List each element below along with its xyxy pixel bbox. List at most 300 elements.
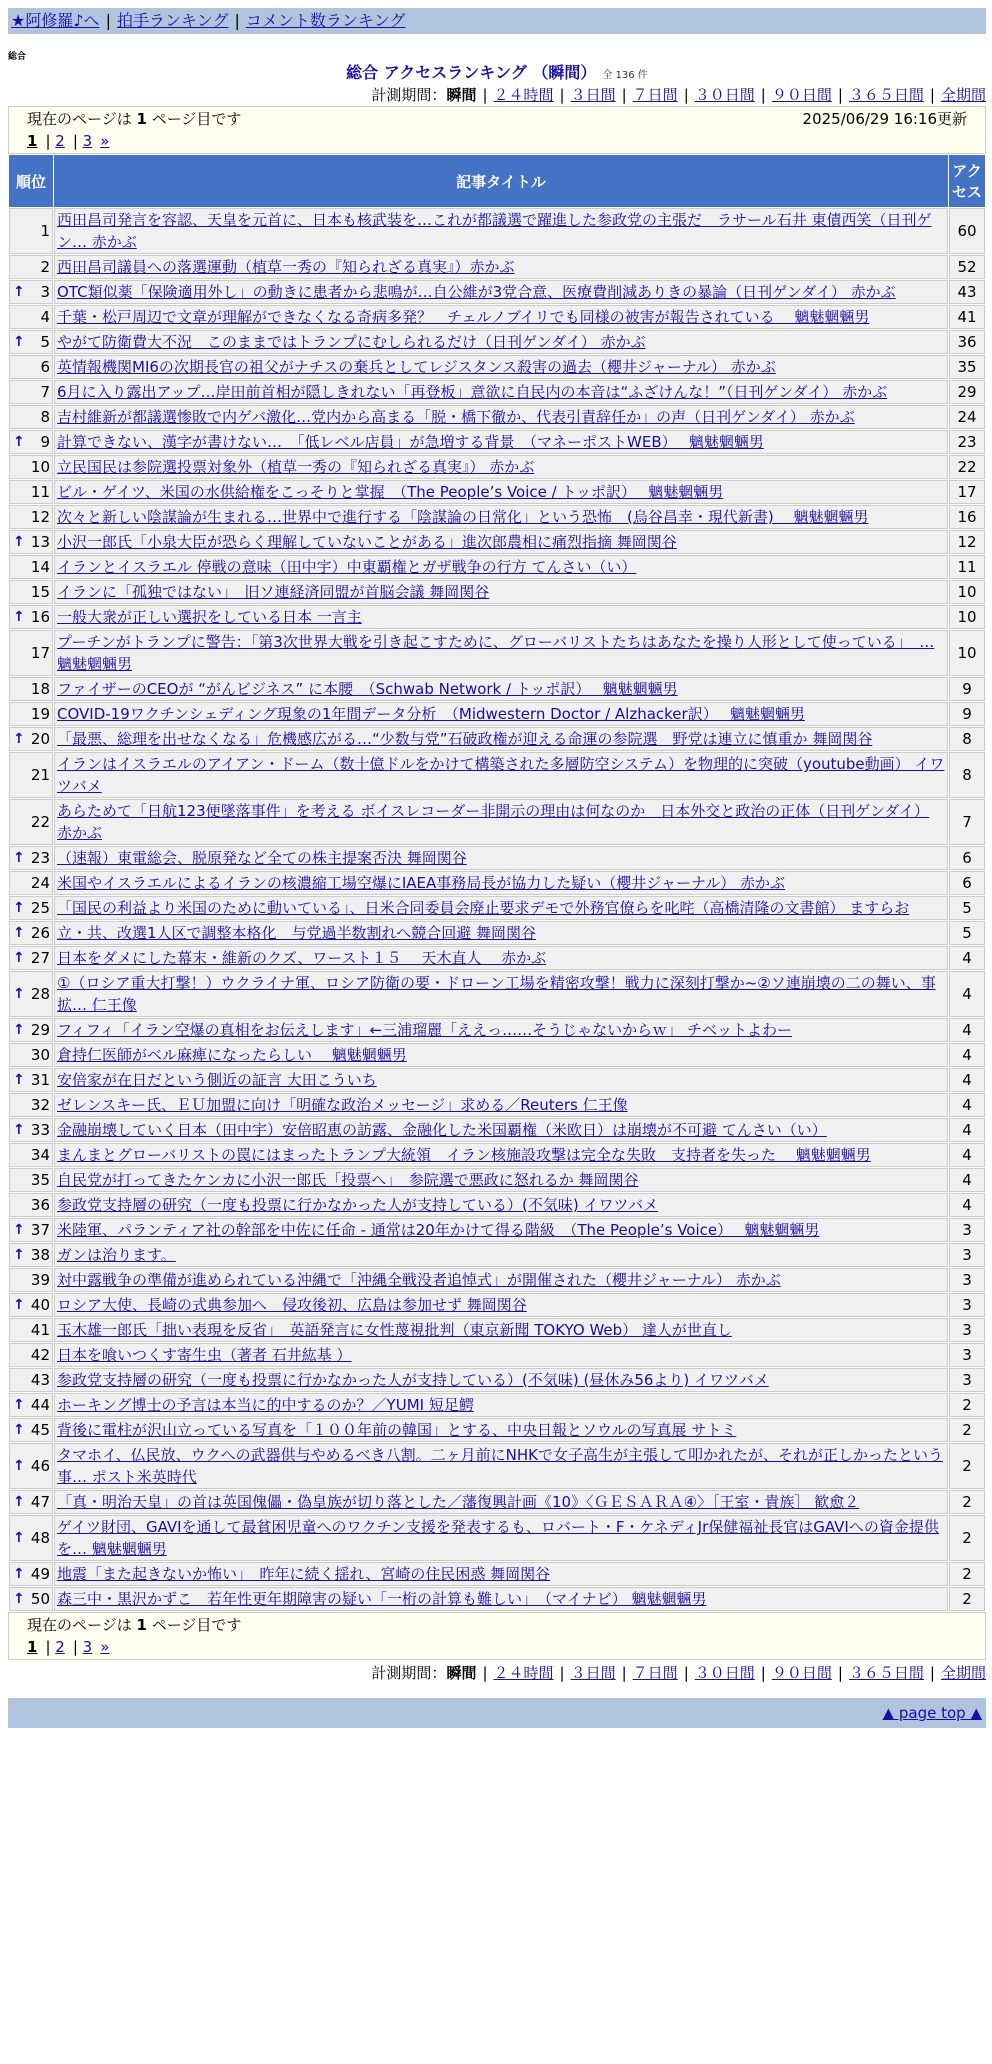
rank-cell (9, 1193, 53, 1217)
table-row (9, 677, 985, 701)
table-row (9, 1168, 985, 1192)
rank-cell (9, 530, 53, 554)
article-link[interactable]: 英情報機関MI6の次期長官の祖父がナチスの棄兵としてレジスタンス殺害の過去（櫻井ジャーナル） 赤かぶ (57, 358, 776, 376)
article-link[interactable]: 対中露戦争の準備が進められている沖縄で「沖縄全戦没者追悼式」が開催された（櫻井ジャーナル） 赤かぶ (57, 1271, 781, 1289)
period-7d[interactable]: ７日間 (632, 86, 678, 104)
title-cell (54, 555, 948, 579)
rank-number: 31 (30, 1071, 50, 1089)
article-link[interactable]: 参政党支持層の研究（一度も投票に行かなかった人が支持している）(不気味) (昼休み56より) イワツバメ (57, 1371, 769, 1389)
article-link[interactable]: タマホイ、仏民放、ウクへの武器供与やめるべき八割。二ヶ月前にNHKで女子高生が主張して叩かれたが、それが正しかったという事… ポスト米英時代 (57, 1446, 943, 1486)
table-row (9, 330, 985, 354)
article-link[interactable]: フィフィ「イラン空爆の真相をお伝えします」←三浦瑠麗「ええっ……そうじゃないからｗ」 チベットよわー (57, 1021, 792, 1039)
rank-number: 12 (30, 508, 50, 526)
title-cell (54, 208, 948, 254)
access-count: 16 (949, 505, 985, 529)
table-row (9, 355, 985, 379)
access-count: 5 (949, 896, 985, 920)
table-row (9, 871, 985, 895)
table-row (9, 946, 985, 970)
rank-cell (9, 727, 53, 751)
article-link[interactable]: 小沢一郎氏「小泉大臣が恐らく理解していないことがある」進次郎農相に痛烈指摘 舞岡関谷 (57, 533, 677, 551)
rank-up-arrow-icon: ↑ (13, 1222, 25, 1238)
rank-number: 32 (30, 1096, 50, 1114)
title-cell (54, 1562, 948, 1586)
table-row (9, 605, 985, 629)
rank-number: 43 (30, 1371, 50, 1389)
table-row (9, 1268, 985, 1292)
table-row (9, 455, 985, 479)
title-cell (54, 1515, 948, 1561)
article-link[interactable]: OTC類似薬「保険適用外し」の動きに患者から悲鳴が…自公維が3党合意、医療費削減ありきの暴論（日刊ゲンダイ） 赤かぶ (57, 283, 896, 301)
table-row (9, 530, 985, 554)
article-link[interactable]: ホーキング博士の予言は本当に的中するのか？／YUMI 短足鰐 (57, 1396, 474, 1414)
table-row (9, 1587, 985, 1611)
access-count: 2 (949, 1418, 985, 1442)
rank-up-arrow-icon: ↑ (13, 1422, 25, 1438)
period-7d[interactable]: ７日間 (632, 1664, 678, 1682)
article-link[interactable]: COVID-19ワクチンシェディング現象の1年間データ分析 （Midwestern Doctor / Alzhacker訳） 魑魅魍魎男 (57, 705, 805, 723)
article-link[interactable]: イランはイスラエルのアイアン・ドーム（数十億ドルをかけて構築された多層防空システム）を物理的に突破（youtube動画） イワツバメ (57, 755, 945, 795)
rank-number: 47 (30, 1493, 50, 1511)
rank-number: 33 (30, 1121, 50, 1139)
rank-header: 順位 (9, 155, 53, 207)
rank-number: 18 (30, 680, 50, 698)
rank-up-arrow-icon: ↑ (13, 1297, 25, 1313)
title-cell (54, 1043, 948, 1067)
article-link[interactable]: まんまとグローバリストの罠にはまったトランプ大統領 イラン核施設攻撃は完全な失敗 支持者を失った 魑魅魍魎男 (57, 1146, 871, 1164)
rank-cell (9, 1118, 53, 1142)
period-90d[interactable]: ９０日間 (771, 1664, 832, 1682)
article-link[interactable]: 西田昌司発言を容認、天皇を元首に、日本も核武装を…これが都議選で躍進した参政党の主張だ ラサール石井 東債西笑（日刊ゲン… 赤かぶ (57, 211, 932, 251)
rank-cell (9, 380, 53, 404)
title-cell (54, 605, 948, 629)
article-link[interactable]: 西田昌司議員への落選運動（植草一秀の『知られざる真実』）赤かぶ (57, 258, 515, 276)
rank-number: 19 (30, 705, 50, 723)
article-link[interactable]: 一般大衆が正しい選択をしている日本 一言主 (57, 608, 362, 626)
period-label: 計測期間： (371, 1664, 447, 1682)
access-count: 2 (949, 1443, 985, 1489)
table-row (9, 1418, 985, 1442)
article-link[interactable]: プーチンがトランプに警告：「第3次世界大戦を引き起こすために、グローバリストたちはあなたを操り人形として使っている」 … 魑魅魍魎男 (57, 633, 935, 673)
period-current: 瞬間 (446, 86, 477, 104)
title-cell (54, 1490, 948, 1514)
rank-up-arrow-icon: ↑ (13, 950, 25, 966)
table-row (9, 1393, 985, 1417)
rank-cell (9, 1490, 53, 1514)
title-cell (54, 305, 948, 329)
access-count: 4 (949, 946, 985, 970)
article-link[interactable]: イランとイスラエル 停戦の意味（田中宇）中東覇権とガザ戦争の行方 てんさい（い） (57, 558, 637, 576)
page-1: 1 (27, 1638, 38, 1656)
title-cell (54, 1068, 948, 1092)
table-row (9, 1490, 985, 1514)
access-count: 3 (949, 1243, 985, 1267)
rank-number: 28 (30, 985, 50, 1003)
article-link[interactable]: 背後に電柱が沢山立っている写真を「１００年前の韓国」とする、中央日報とソウルの写真展 サトミ (57, 1421, 737, 1439)
period-24h[interactable]: ２４時間 (493, 1664, 554, 1682)
article-link[interactable]: 安倍家が在日だという側近の証言 大田こういち (57, 1071, 377, 1089)
title-cell (54, 455, 948, 479)
rank-number: 13 (30, 533, 50, 551)
bottom-bar (8, 1698, 986, 1728)
rank-cell (9, 871, 53, 895)
article-link[interactable]: 「国民の利益より米国のために動いている」、日米合同委員会廃止要求デモで外務官僚らを叱咤（高橋清隆の文書館） ますらお (57, 899, 910, 917)
rank-number: 49 (30, 1565, 50, 1583)
rank-cell (9, 1243, 53, 1267)
title-cell (54, 921, 948, 945)
title-cell (54, 727, 948, 751)
table-row (9, 505, 985, 529)
title-cell (54, 1093, 948, 1117)
title-cell (54, 430, 948, 454)
section-label: 総合 (8, 52, 27, 62)
table-row (9, 1293, 985, 1317)
rank-number: 3 (40, 283, 50, 301)
rank-number: 25 (30, 899, 50, 917)
article-link[interactable]: 倉持仁医師がベル麻痺になったらしい 魑魅魍魎男 (57, 1046, 407, 1064)
table-row (9, 896, 985, 920)
table-row (9, 1143, 985, 1167)
rank-up-arrow-icon: ↑ (13, 1530, 25, 1546)
table-row (9, 1018, 985, 1042)
article-link[interactable]: （速報）東電総会、脱原発など全ての株主提案否決 舞岡関谷 (57, 849, 467, 867)
article-link[interactable]: ①（ロシア重大打撃！）ウクライナ軍、ロシア防衛の要・ドローン工場を精密攻撃！戦力に深刻打撃か~②ソ連崩壊の二の舞い、事拡… 仁王像 (57, 974, 936, 1014)
title-cell (54, 1168, 948, 1192)
rank-number: 23 (30, 849, 50, 867)
rank-cell (9, 1587, 53, 1611)
rank-number: 41 (30, 1321, 50, 1339)
access-count: 8 (949, 752, 985, 798)
article-link[interactable]: あらためて「日航123便墜落事件」を考える ボイスレコーダー非開示の理由は何なのか 日本外交と政治の正体（日刊ゲンダイ） 赤かぶ (57, 802, 930, 842)
table-row (9, 846, 985, 870)
table-row (9, 430, 985, 454)
article-link[interactable]: 米陸軍、パランティア社の幹部を中佐に任命 - 通常は20年かけて得る階級 （The People’s Voice） 魑魅魍魎男 (57, 1221, 820, 1239)
rank-up-arrow-icon: ↑ (13, 434, 25, 450)
item-count: 全 136 件 (602, 70, 648, 81)
rank-number: 45 (30, 1421, 50, 1439)
table-row (9, 255, 985, 279)
title-cell (54, 702, 948, 726)
period-90d[interactable]: ９０日間 (771, 86, 832, 104)
page-3-link[interactable]: 3 (82, 132, 93, 150)
title-cell (54, 355, 948, 379)
article-link[interactable]: やがて防衛費大不況 このままではトランプにむしられるだけ（日刊ゲンダイ） 赤かぶ (57, 333, 646, 351)
table-row (9, 405, 985, 429)
rank-number: 35 (30, 1171, 50, 1189)
rank-cell (9, 580, 53, 604)
rank-up-arrow-icon: ↑ (13, 731, 25, 747)
article-link[interactable]: 計算できない、漢字が書けない… 「低レベル店員」が急増する背景 （マネーポストWEB） 魑魅魍魎男 (57, 433, 764, 451)
title-cell (54, 896, 948, 920)
table-row (9, 727, 985, 751)
rank-cell (9, 946, 53, 970)
period-365d[interactable]: ３６５日間 (848, 1664, 924, 1682)
article-link[interactable]: 6月に入り露出アップ…岸田前首相が隠しきれない「再登板」意欲に自民内の本音は“ふざけんな！”（日刊ゲンダイ） 赤かぶ (57, 383, 888, 401)
home-link[interactable]: ★阿修羅♪へ (11, 11, 100, 30)
access-count: 6 (949, 846, 985, 870)
rank-number: 2 (40, 258, 50, 276)
period-30d[interactable]: ３０日間 (694, 86, 755, 104)
table-row (9, 1043, 985, 1067)
access-count: 3 (949, 1318, 985, 1342)
period-30d[interactable]: ３０日間 (694, 1664, 755, 1682)
rank-number: 46 (30, 1457, 50, 1475)
article-link[interactable]: 森三中・黒沢かずこ 若年性更年期障害の疑い「一桁の計算も難しい」 （マイナビ） 魑魅魍魎男 (57, 1590, 707, 1608)
rank-cell (9, 280, 53, 304)
access-count: 2 (949, 1515, 985, 1561)
article-link[interactable]: 立・共、改選1人区で調整本格化 与党過半数割れへ競合回避 舞岡関谷 (57, 924, 537, 942)
nav-separator: | (234, 11, 240, 30)
title-cell (54, 1243, 948, 1267)
article-link[interactable]: 「真・明治天皇」の首は英国傀儡・偽皇族が切り落とした／藩復興計画《10》〈ＧＥＳＡＲＡ④〉［王室・貴族］ 歓愈２ (57, 1493, 860, 1511)
rank-cell (9, 1343, 53, 1367)
rank-number: 6 (40, 358, 50, 376)
article-link[interactable]: ファイザーのCEOが “がんビジネス” に本腰 （Schwab Network / トッポ訳） 魑魅魍魎男 (57, 680, 678, 698)
table-row (9, 1318, 985, 1342)
rank-cell (9, 1093, 53, 1117)
access-header: アクセス (949, 155, 985, 207)
access-count: 35 (949, 355, 985, 379)
title-cell (54, 971, 948, 1017)
rank-up-arrow-icon: ↑ (13, 1247, 25, 1263)
access-count: 10 (949, 580, 985, 604)
article-link[interactable]: 吉村維新が都議選惨敗で内ゲバ激化…党内から高まる「脱・橋下徹か、代表引責辞任か」の声（日刊ゲンダイ） 赤かぶ (57, 408, 855, 426)
access-count: 9 (949, 677, 985, 701)
rank-cell (9, 405, 53, 429)
table-row (9, 1193, 985, 1217)
pager-bottom: 現在のページは 1 ページ目です 1 | 2 | 3 » (8, 1612, 986, 1660)
rank-number: 29 (30, 1021, 50, 1039)
article-link[interactable]: 金融崩壊していく日本（田中宇）安倍昭恵の訪露、金融化した米国覇権（米欧日）は崩壊が不可避 てんさい（い） (57, 1121, 827, 1139)
title-cell (54, 380, 948, 404)
period-all[interactable]: 全期間 (940, 86, 986, 104)
title-cell (54, 1318, 948, 1342)
rank-number: 11 (30, 483, 50, 501)
rank-up-arrow-icon: ↑ (13, 1397, 25, 1413)
rank-number: 50 (30, 1590, 50, 1608)
rank-number: 4 (40, 308, 50, 326)
page-3-link[interactable]: 3 (82, 1638, 93, 1656)
page-2-link[interactable]: 2 (55, 1638, 65, 1656)
page-title (8, 64, 986, 82)
access-count: 9 (949, 702, 985, 726)
rank-cell (9, 702, 53, 726)
page-top-link[interactable]: ▲ page top ▲ (882, 1704, 982, 1722)
article-link[interactable]: ゲイツ財団、GAVIを通して最貧困児童へのワクチン支援を発表するも、ロバート・F・ケネディJr保健福祉長官はGAVIへの資金提供を… 魑魅魍魎男 (57, 1518, 939, 1558)
access-count: 4 (949, 1168, 985, 1192)
next-page-link[interactable]: » (100, 132, 110, 150)
rank-number: 21 (30, 766, 50, 784)
article-link[interactable]: 米国やイスラエルによるイランの核濃縮工場空爆にIAEA事務局長が協力した疑い（櫻井ジャーナル） 赤かぶ (57, 874, 785, 892)
article-link[interactable]: 参政党支持層の研究（一度も投票に行かなかった人が支持している）(不気味) イワツバメ (57, 1196, 659, 1214)
article-link[interactable]: 自民党が打ってきたケンカに小沢一郎氏「投票へ」 参院選で悪政に怒れるか 舞岡関谷 (57, 1171, 639, 1189)
rank-number: 48 (30, 1529, 50, 1547)
article-link[interactable]: ゼレンスキー氏、ＥＵ加盟に向け「明確な政治メッセージ」求める／Reuters 仁王像 (57, 1096, 628, 1114)
title-cell (54, 1343, 948, 1367)
access-count: 41 (949, 305, 985, 329)
period-24h[interactable]: ２４時間 (493, 86, 554, 104)
rank-cell (9, 1368, 53, 1392)
rank-number: 14 (30, 558, 50, 576)
rank-cell (9, 1318, 53, 1342)
ranking-title: 総合 アクセスランキング （瞬間） (346, 63, 597, 82)
title-cell (54, 480, 948, 504)
article-link[interactable]: ビル・ゲイツ、米国の水供給権をこっそりと掌握 （The People’s Voice / トッポ訳） 魑魅魍魎男 (57, 483, 724, 501)
rank-cell (9, 555, 53, 579)
rank-number: 8 (40, 408, 50, 426)
article-link[interactable]: 「最悪、総理を出せなくなる」危機感広がる…“少数与党”石破政権が迎える命運の参院選 野党は連立に慎重か 舞岡関谷 (57, 730, 873, 748)
article-link[interactable]: ガンは治ります。 (57, 1246, 176, 1264)
rank-up-arrow-icon: ↑ (13, 334, 25, 350)
access-count: 22 (949, 455, 985, 479)
rank-cell (9, 846, 53, 870)
rank-up-arrow-icon: ↑ (13, 1072, 25, 1088)
table-row (9, 1515, 985, 1561)
access-count: 4 (949, 1193, 985, 1217)
rank-number: 10 (30, 458, 50, 476)
rank-cell (9, 1043, 53, 1067)
rank-number: 39 (30, 1271, 50, 1289)
current-page-text: 現在のページは 1 ページ目です (27, 110, 242, 128)
title-cell (54, 405, 948, 429)
rank-cell (9, 330, 53, 354)
nav-separator: | (105, 11, 111, 30)
current-page-text: 現在のページは 1 ページ目です (27, 1616, 242, 1634)
title-cell (54, 1018, 948, 1042)
rank-cell (9, 677, 53, 701)
rank-number: 22 (30, 813, 50, 831)
rank-number: 1 (40, 222, 50, 240)
rank-cell (9, 1293, 53, 1317)
rank-up-arrow-icon: ↑ (13, 850, 25, 866)
rank-number: 5 (40, 333, 50, 351)
rank-cell (9, 1143, 53, 1167)
table-row (9, 752, 985, 798)
ranking-table (8, 154, 986, 1612)
table-row (9, 208, 985, 254)
title-cell (54, 1587, 948, 1611)
article-link[interactable]: 玉木雄一郎氏「拙い表現を反省」 英語発言に女性蔑視批判（東京新聞 TOKYO Web） 達人が世直し (57, 1321, 732, 1339)
comment-ranking-link[interactable]: コメント数ランキング (245, 11, 406, 30)
article-link[interactable]: 次々と新しい陰謀論が生まれる…世界中で進行する「陰謀論の日常化」という恐怖 (烏谷昌幸・現代新書) 魑魅魍魎男 (57, 508, 869, 526)
rank-cell (9, 921, 53, 945)
table-row (9, 921, 985, 945)
access-count: 43 (949, 280, 985, 304)
access-count: 3 (949, 1368, 985, 1392)
article-link[interactable]: 地震「また起きないか怖い」 昨年に続く揺れ、宮崎の住民困惑 舞岡関谷 (57, 1565, 551, 1583)
rank-number: 37 (30, 1221, 50, 1239)
access-count: 11 (949, 555, 985, 579)
table-row (9, 971, 985, 1017)
article-link[interactable]: 日本をダメにした幕末・維新のクズ、ワースト１５ 天木直人 赤かぶ (57, 949, 547, 967)
rank-cell (9, 971, 53, 1017)
title-cell (54, 752, 948, 798)
rank-cell (9, 752, 53, 798)
rank-cell (9, 430, 53, 454)
title-cell (54, 630, 948, 676)
rank-up-arrow-icon: ↑ (13, 925, 25, 941)
access-count: 10 (949, 630, 985, 676)
title-cell (54, 1418, 948, 1442)
title-cell (54, 1218, 948, 1242)
rank-number: 15 (30, 583, 50, 601)
table-row (9, 480, 985, 504)
table-row (9, 1093, 985, 1117)
access-count: 3 (949, 1268, 985, 1292)
period-all[interactable]: 全期間 (940, 1664, 986, 1682)
period-label: 計測期間： (371, 86, 447, 104)
rank-cell (9, 305, 53, 329)
access-count: 4 (949, 1093, 985, 1117)
rank-up-arrow-icon: ↑ (13, 1122, 25, 1138)
access-count: 3 (949, 1343, 985, 1367)
rank-cell (9, 630, 53, 676)
rank-up-arrow-icon: ↑ (13, 900, 25, 916)
next-page-link[interactable]: » (100, 1638, 110, 1656)
access-count: 60 (949, 208, 985, 254)
page-2-link[interactable]: 2 (55, 132, 65, 150)
table-row (9, 1068, 985, 1092)
rank-number: 34 (30, 1146, 50, 1164)
rank-number: 9 (40, 433, 50, 451)
rank-cell (9, 1443, 53, 1489)
access-count: 2 (949, 1490, 985, 1514)
page (8, 8, 986, 1728)
access-count: 2 (949, 1587, 985, 1611)
article-link[interactable]: 日本を喰いつくす寄生虫（著者 石井紘基 ） (57, 1346, 352, 1364)
rank-cell (9, 255, 53, 279)
rank-number: 36 (30, 1196, 50, 1214)
table-row (9, 1368, 985, 1392)
rank-cell (9, 1268, 53, 1292)
rank-cell (9, 1515, 53, 1561)
access-count: 2 (949, 1393, 985, 1417)
period-3d[interactable]: ３日間 (570, 1664, 616, 1682)
access-count: 36 (949, 330, 985, 354)
title-cell (54, 799, 948, 845)
title-header: 記事タイトル (54, 155, 948, 207)
table-row (9, 1243, 985, 1267)
clap-ranking-link[interactable]: 拍手ランキング (116, 11, 229, 30)
rank-cell (9, 605, 53, 629)
rank-number: 7 (40, 383, 50, 401)
period-3d[interactable]: ３日間 (570, 86, 616, 104)
rank-cell (9, 1168, 53, 1192)
article-link[interactable]: ロシア大使、長崎の式典参加へ 侵攻後初、広島は参加せず 舞岡関谷 (57, 1296, 527, 1314)
pager-top: 現在のページは 1 ページ目です 2025/06/29 16:16更新 1 | 2 | 3 » (8, 106, 986, 154)
table-row (9, 1343, 985, 1367)
rank-number: 38 (30, 1246, 50, 1264)
title-cell (54, 255, 948, 279)
rank-up-arrow-icon: ↑ (13, 986, 25, 1002)
rank-cell (9, 1068, 53, 1092)
article-link[interactable]: 千葉・松戸周辺で文章が理解ができなくなる奇病多発？ チェルノブイリでも同様の被害が報告されている 魑魅魍魎男 (57, 308, 870, 326)
period-365d[interactable]: ３６５日間 (848, 86, 924, 104)
access-count: 7 (949, 799, 985, 845)
access-count: 12 (949, 530, 985, 554)
article-link[interactable]: 立民国民は参院選投票対象外（植草一秀の『知られざる真実』） 赤かぶ (57, 458, 535, 476)
access-count: 3 (949, 1293, 985, 1317)
access-count: 6 (949, 871, 985, 895)
rank-number: 30 (30, 1046, 50, 1064)
table-row (9, 702, 985, 726)
access-count: 3 (949, 1218, 985, 1242)
rank-number: 26 (30, 924, 50, 942)
table-row (9, 1118, 985, 1142)
rank-cell (9, 896, 53, 920)
article-link[interactable]: イランに「孤独ではない」 旧ソ連経済同盟が首脳会議 舞岡関谷 (57, 583, 490, 601)
table-row (9, 1443, 985, 1489)
